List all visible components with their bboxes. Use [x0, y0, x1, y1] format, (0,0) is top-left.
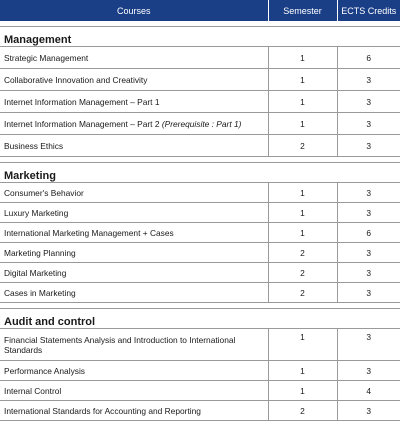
course-name-text: Internet Information Management – Part 2 [4, 118, 160, 129]
table-row [0, 263, 400, 283]
credits-value: 3 [337, 401, 400, 421]
section-heading-row [0, 27, 400, 47]
semester-value: 1 [268, 203, 337, 223]
credits-column-header: ECTS Credits [341, 5, 397, 16]
table-row [0, 401, 400, 421]
table-row [0, 283, 400, 303]
credits-value: 3 [337, 263, 400, 283]
course-name: Marketing Planning [0, 243, 268, 263]
course-name: Internal Control [0, 381, 268, 401]
section-title: Marketing [0, 163, 400, 183]
credits-value: 3 [337, 113, 400, 135]
section-title: Management [0, 27, 400, 47]
table-row [0, 91, 400, 113]
semester-value: 2 [268, 263, 337, 283]
credits-value: 3 [337, 135, 400, 157]
semester-value: 1 [268, 113, 337, 135]
credits-value: 3 [337, 69, 400, 91]
course-name: International Marketing Management + Cases [0, 223, 268, 243]
course-name: Financial Statements Analysis and Introduction to International Standards [0, 329, 268, 361]
table-row [0, 329, 400, 361]
course-name: Strategic Management [0, 47, 268, 69]
credits-value: 3 [337, 243, 400, 263]
table-row [0, 113, 400, 135]
semester-value: 1 [268, 91, 337, 113]
table-row [0, 381, 400, 401]
credits-value: 3 [337, 283, 400, 303]
semester-value: 1 [268, 223, 337, 243]
course-name: Digital Marketing [0, 263, 268, 283]
credits-value: 3 [337, 91, 400, 113]
credits-value: 6 [337, 223, 400, 243]
credits-value: 3 [337, 203, 400, 223]
course-name: Performance Analysis [0, 361, 268, 381]
table-row [0, 69, 400, 91]
semester-value: 1 [268, 361, 337, 381]
semester-value: 1 [268, 183, 337, 203]
credits-value: 4 [337, 381, 400, 401]
semester-value: 2 [268, 401, 337, 421]
course-name: Cases in Marketing [0, 283, 268, 303]
semester-value: 2 [268, 283, 337, 303]
course-name [0, 113, 268, 135]
table-row [0, 183, 400, 203]
table-header-row [0, 0, 400, 21]
course-name: Internet Information Management – Part 1 [0, 91, 268, 113]
semester-value: 1 [268, 381, 337, 401]
section-title: Audit and control [0, 309, 400, 329]
table-row [0, 203, 400, 223]
course-name: International Standards for Accounting and Reporting [0, 401, 268, 421]
course-name: Luxury Marketing [0, 203, 268, 223]
credits-value: 6 [337, 47, 400, 69]
section-heading-row [0, 163, 400, 183]
course-name: Consumer's Behavior [0, 183, 268, 203]
semester-value: 2 [268, 135, 337, 157]
course-name: Collaborative Innovation and Creativity [0, 69, 268, 91]
table-row [0, 361, 400, 381]
table-row [0, 243, 400, 263]
table-row [0, 223, 400, 243]
credits-value: 3 [337, 183, 400, 203]
table-row [0, 135, 400, 157]
table-row [0, 47, 400, 69]
credits-value: 3 [337, 361, 400, 381]
semester-value: 2 [268, 243, 337, 263]
semester-value: 1 [268, 69, 337, 91]
prerequisite-note: (Prerequisite : Part 1) [161, 118, 242, 129]
section-heading-row [0, 309, 400, 329]
credits-value: 3 [337, 329, 400, 361]
courses-column-header: Courses [0, 0, 268, 21]
semester-value: 1 [268, 329, 337, 361]
semester-value: 1 [268, 47, 337, 69]
course-name: Business Ethics [0, 135, 268, 157]
semester-column-header: Semester [268, 0, 337, 21]
